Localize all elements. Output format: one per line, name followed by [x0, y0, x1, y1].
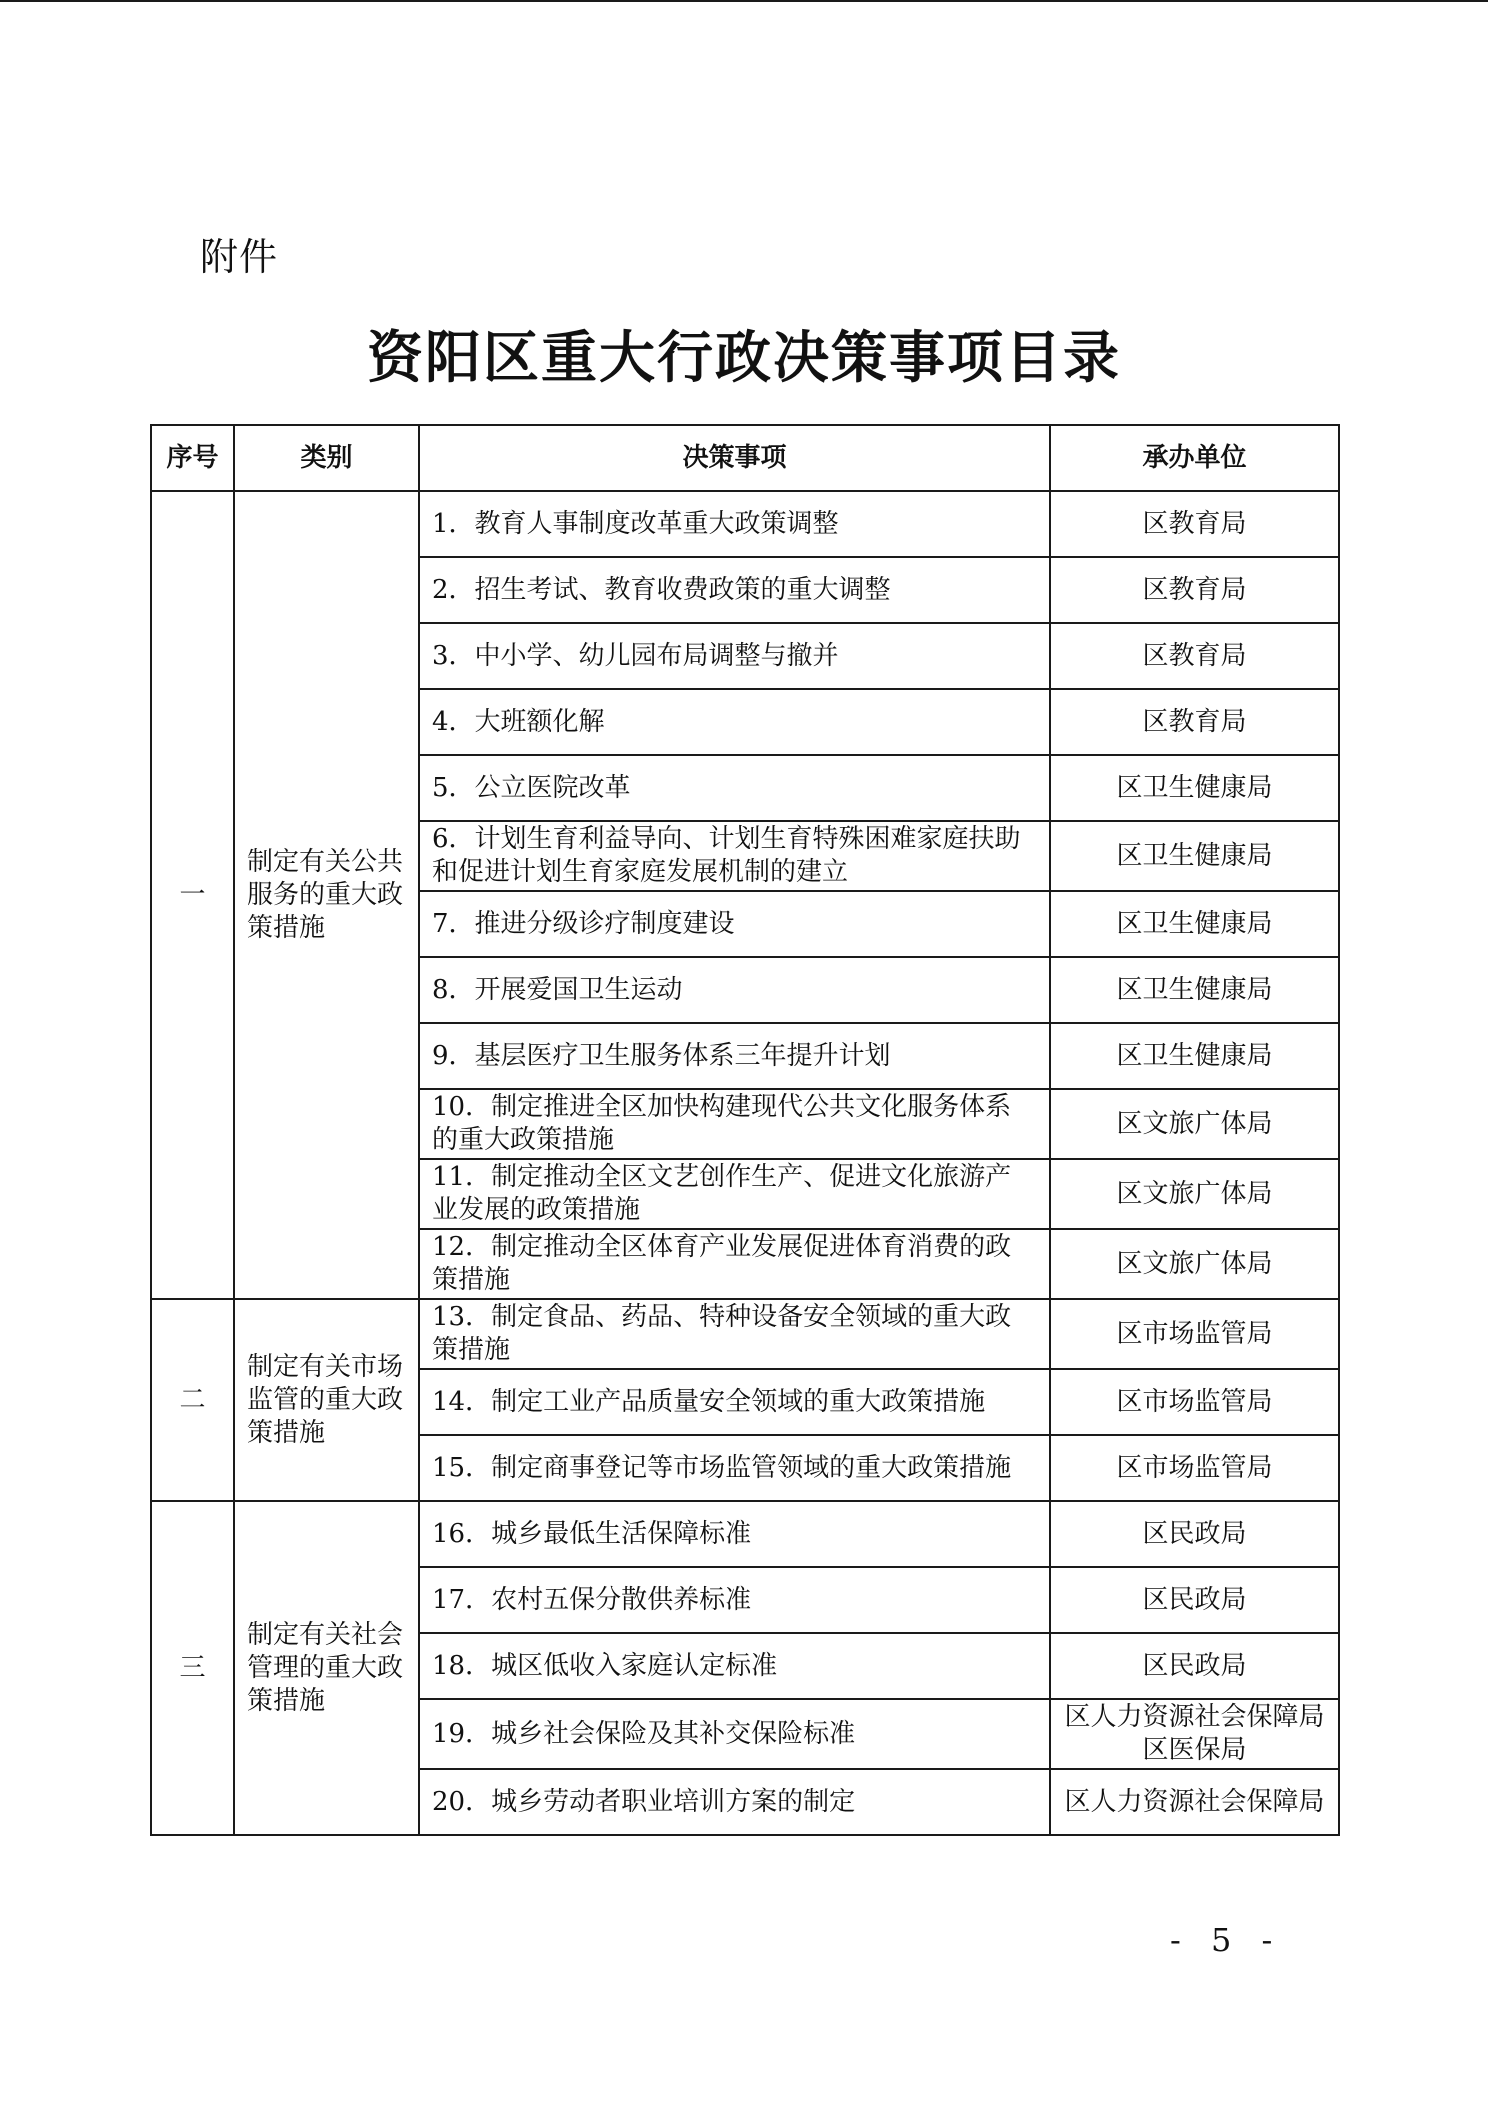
- decision-item: 4．大班额化解: [419, 689, 1050, 755]
- responsible-unit: 区市场监管局: [1050, 1435, 1339, 1501]
- group-seq: 一: [151, 491, 234, 1299]
- header-category: 类别: [234, 425, 419, 491]
- responsible-unit: 区民政局: [1050, 1633, 1339, 1699]
- table-row: [151, 491, 1339, 557]
- decision-item: 14．制定工业产品质量安全领域的重大政策措施: [419, 1369, 1050, 1435]
- responsible-unit: 区文旅广体局: [1050, 1159, 1339, 1229]
- group-seq: 二: [151, 1299, 234, 1501]
- responsible-unit: 区卫生健康局: [1050, 1023, 1339, 1089]
- decision-catalog-table: [150, 424, 1340, 1836]
- decision-item: 1．教育人事制度改革重大政策调整: [419, 491, 1050, 557]
- decision-item: 17．农村五保分散供养标准: [419, 1567, 1050, 1633]
- responsible-unit: 区教育局: [1050, 689, 1339, 755]
- decision-item: 19．城乡社会保险及其补交保险标准: [419, 1699, 1050, 1769]
- responsible-unit: 区卫生健康局: [1050, 821, 1339, 891]
- group-category: 制定有关社会管理的重大政策措施: [234, 1501, 419, 1835]
- decision-item: 7．推进分级诊疗制度建设: [419, 891, 1050, 957]
- responsible-unit: 区卫生健康局: [1050, 891, 1339, 957]
- responsible-unit: 区教育局: [1050, 623, 1339, 689]
- header-item: 决策事项: [419, 425, 1050, 491]
- decision-item: 13．制定食品、药品、特种设备安全领域的重大政策措施: [419, 1299, 1050, 1369]
- decision-item: 8．开展爱国卫生运动: [419, 957, 1050, 1023]
- responsible-unit: 区卫生健康局: [1050, 957, 1339, 1023]
- responsible-unit: 区市场监管局: [1050, 1369, 1339, 1435]
- decision-item: 16．城乡最低生活保障标准: [419, 1501, 1050, 1567]
- table-header-row: [151, 425, 1339, 491]
- group-seq: 三: [151, 1501, 234, 1835]
- responsible-unit: 区民政局: [1050, 1501, 1339, 1567]
- decision-item: 6．计划生育利益导向、计划生育特殊困难家庭扶助和促进计划生育家庭发展机制的建立: [419, 821, 1050, 891]
- responsible-unit: 区人力资源社会保障局区医保局: [1050, 1699, 1339, 1769]
- decision-item: 2．招生考试、教育收费政策的重大调整: [419, 557, 1050, 623]
- decision-item: 3．中小学、幼儿园布局调整与撤并: [419, 623, 1050, 689]
- decision-item: 10．制定推进全区加快构建现代公共文化服务体系的重大政策措施: [419, 1089, 1050, 1159]
- responsible-unit: 区民政局: [1050, 1567, 1339, 1633]
- responsible-unit: 区文旅广体局: [1050, 1089, 1339, 1159]
- responsible-unit: 区教育局: [1050, 491, 1339, 557]
- responsible-unit: 区市场监管局: [1050, 1299, 1339, 1369]
- table-row: [151, 1299, 1339, 1369]
- page-top-border: [0, 0, 1488, 2]
- header-unit: 承办单位: [1050, 425, 1339, 491]
- decision-item: 12．制定推动全区体育产业发展促进体育消费的政策措施: [419, 1229, 1050, 1299]
- decision-item: 9．基层医疗卫生服务体系三年提升计划: [419, 1023, 1050, 1089]
- decision-item: 20．城乡劳动者职业培训方案的制定: [419, 1769, 1050, 1835]
- responsible-unit: 区卫生健康局: [1050, 755, 1339, 821]
- table-row: [151, 1501, 1339, 1567]
- responsible-unit: 区教育局: [1050, 557, 1339, 623]
- decision-item: 11．制定推动全区文艺创作生产、促进文化旅游产业发展的政策措施: [419, 1159, 1050, 1229]
- page-number: - 5 -: [1170, 1921, 1283, 1959]
- decision-item: 15．制定商事登记等市场监管领域的重大政策措施: [419, 1435, 1050, 1501]
- responsible-unit: 区人力资源社会保障局: [1050, 1769, 1339, 1835]
- decision-item: 18．城区低收入家庭认定标准: [419, 1633, 1050, 1699]
- attachment-label: 附件: [200, 235, 279, 279]
- header-seq: 序号: [151, 425, 234, 491]
- group-category: 制定有关公共服务的重大政策措施: [234, 491, 419, 1299]
- responsible-unit: 区文旅广体局: [1050, 1229, 1339, 1299]
- document-title: 资阳区重大行政决策事项目录: [367, 325, 1121, 391]
- group-category: 制定有关市场监管的重大政策措施: [234, 1299, 419, 1501]
- decision-item: 5．公立医院改革: [419, 755, 1050, 821]
